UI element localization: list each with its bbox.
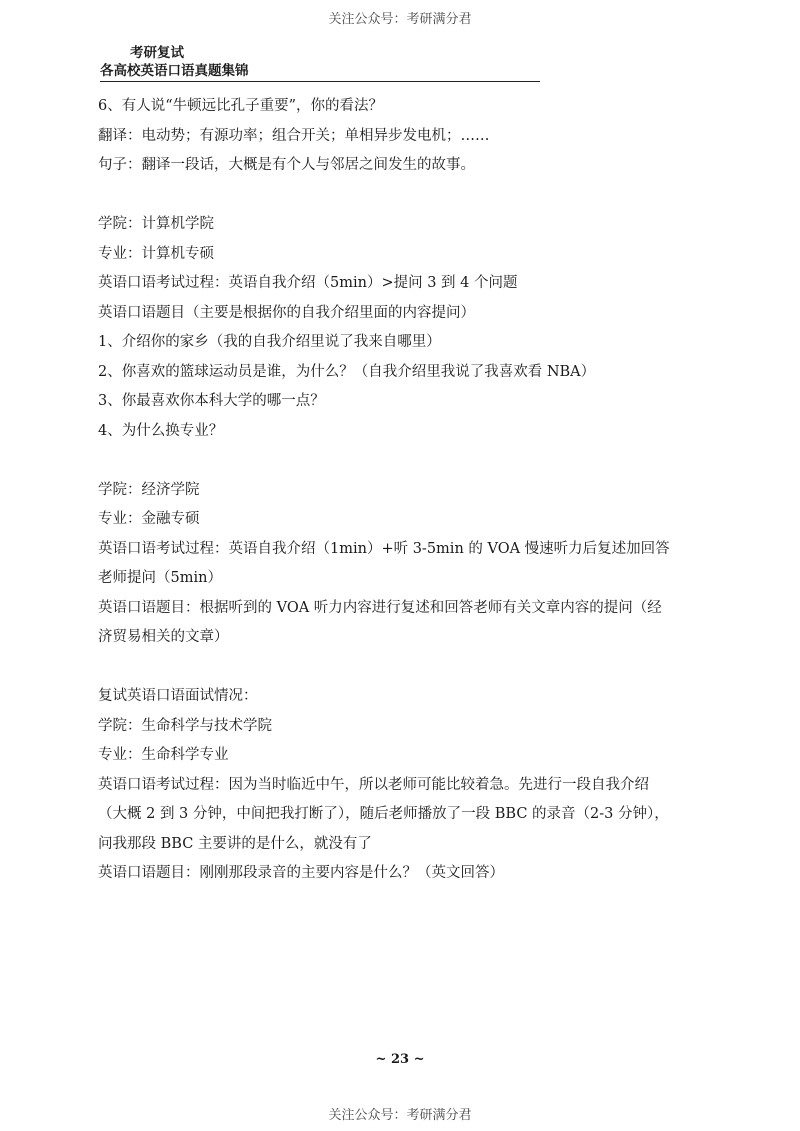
list-item: 1、介绍你的家乡（我的自我介绍里说了我来自哪里） <box>98 334 441 350</box>
college-computer: 学院：计算机学院 <box>98 216 214 232</box>
exam-process-economics-2: 老师提问（5min） <box>98 570 222 586</box>
page-header <box>100 44 700 82</box>
question-6: 6、有人说“牛顿远比孔子重要”，你的看法？ <box>98 98 384 114</box>
list-item: 2、你喜欢的篮球运动员是谁，为什么？（自我介绍里我说了我喜欢看 NBA） <box>98 363 596 380</box>
sentence-line: 句子：翻译一段话，大概是有个人与邻居之间发生的故事。 <box>98 157 475 173</box>
document-body <box>98 92 708 889</box>
college-life-science: 学院：生命科学与技术学院 <box>98 717 272 734</box>
spacer <box>98 653 708 683</box>
topic-life-science: 英语口语题目：刚刚那段录音的主要内容是什么？（英文回答） <box>98 865 504 881</box>
topic-economics-1: 英语口语题目：根据听到的 VOA 听力内容进行复述和回答老师有关文章内容的提问（经 <box>98 599 662 616</box>
exam-process-life-2: （大概 2 到 3 分钟，中间把我打断了），随后老师播放了一段 BBC 的录音（2-3 分钟）， <box>98 806 669 822</box>
header-title: 考研复试 <box>130 45 184 61</box>
watermark-top: 关注公众号：考研满分君 <box>328 12 472 27</box>
college-economics: 学院：经济学院 <box>98 481 200 498</box>
watermark-bottom: 关注公众号：考研满分君 <box>328 1108 472 1123</box>
header-subtitle: 各高校英语口语真题集锦 <box>100 62 540 82</box>
exam-process-computer: 英语口语考试过程：英语自我介绍（5min）>提问 3 到 4 个问题 <box>98 275 518 291</box>
section-heading-oral: 复试英语口语面试情况： <box>98 688 258 704</box>
list-item: 4、为什么换专业？ <box>98 422 224 439</box>
list-item: 3、你最喜欢你本科大学的哪一点？ <box>98 393 325 409</box>
spacer <box>98 446 708 476</box>
exam-process-life-1: 英语口语考试过程：因为当时临近中午，所以老师可能比较着急。先进行一段自我介绍 <box>98 776 649 793</box>
spacer <box>98 181 708 211</box>
major-computer: 专业：计算机专硕 <box>98 245 214 262</box>
exam-process-economics-1: 英语口语考试过程：英语自我介绍（1min）+听 3-5min 的 VOA 慢速听力后复述加回答 <box>98 540 670 557</box>
major-life-science: 专业：生命科学专业 <box>98 747 229 763</box>
page-number: ~ 23 ~ <box>375 1052 425 1067</box>
topic-computer: 英语口语题目（主要是根据你的自我介绍里面的内容提问） <box>98 304 475 321</box>
translation-line: 翻译：电动势；有源功率；组合开关；单相异步发电机；…… <box>98 127 490 144</box>
major-finance: 专业：金融专硕 <box>98 511 200 527</box>
exam-process-life-3: 问我那段 BBC 主要讲的是什么，就没有了 <box>98 835 372 852</box>
topic-economics-2: 济贸易相关的文章） <box>98 629 229 645</box>
